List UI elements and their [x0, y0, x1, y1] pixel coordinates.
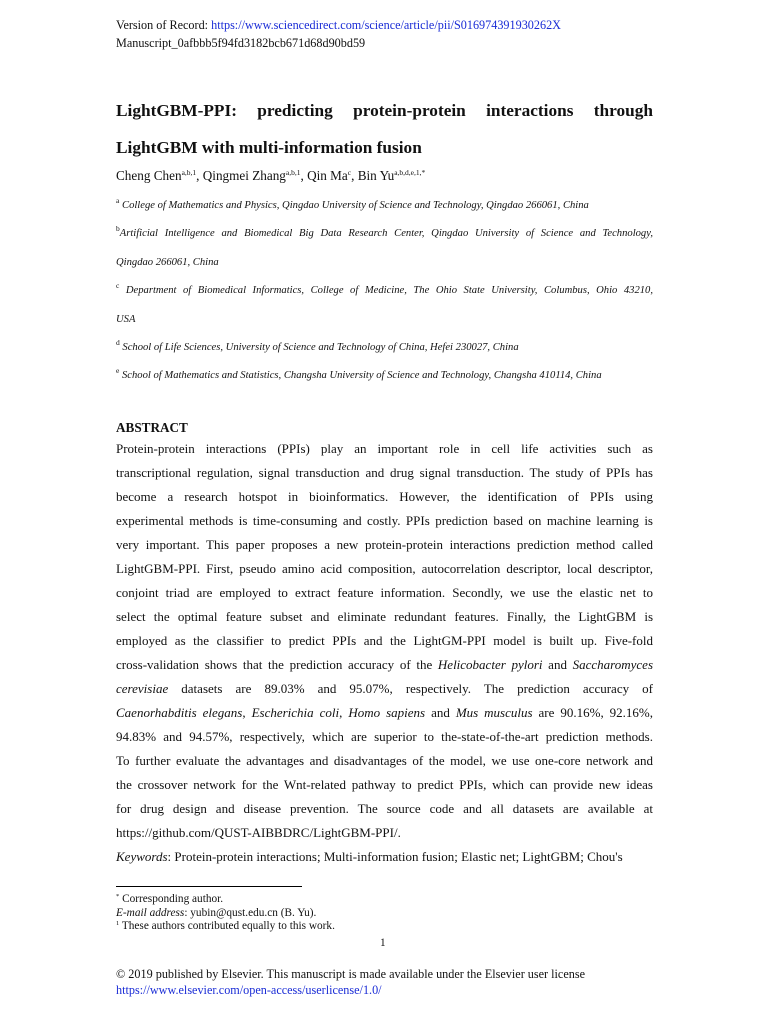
species-name: Helicobacter pylori	[437, 657, 543, 672]
license-footer	[116, 966, 585, 998]
affiliation-text: College of Mathematics and Physics, Qingdao University of Science and Technology, Qingdao 266061, China	[122, 200, 589, 211]
species-name: Homo sapiens	[348, 705, 426, 720]
abstract-heading: ABSTRACT	[116, 420, 188, 435]
author-separator: ,	[351, 168, 358, 183]
abstract-line	[116, 653, 653, 677]
affiliation-b	[116, 220, 653, 277]
text-run: ,	[339, 705, 349, 720]
abstract-line: for drug design and disease prevention. The source code and all datasets are available at	[116, 801, 653, 816]
footnote-mark: 1	[116, 920, 120, 927]
equal-contribution-note	[116, 920, 335, 934]
abstract-line: transcriptional regulation, signal transduction and drug signal transduction. The study of PPIs has	[116, 465, 653, 480]
text-run: are 90.16%, 92.16%,	[532, 705, 653, 720]
license-link[interactable]: https://www.elsevier.com/open-access/userlicense/1.0/	[116, 983, 382, 997]
author-separator: ,	[196, 168, 203, 183]
manuscript-id: Manuscript_0afbbb5f94fd3182bcb671d68d90bd59	[116, 36, 366, 50]
keywords-label: Keywords	[116, 849, 168, 864]
abstract-line: To further evaluate the advantages and disadvantages of the model, we use one-core network and	[116, 753, 653, 768]
abstract-line: very important. This paper proposes a new protein-protein interactions prediction method called	[116, 537, 653, 552]
footnote-text: Corresponding author.	[119, 893, 224, 905]
footnote-text: These authors contributed equally to this work.	[119, 920, 335, 932]
paper-title	[116, 92, 653, 166]
affiliation-text-continued: Qingdao 266061, China	[116, 256, 219, 268]
species-name: Saccharomyces	[572, 657, 653, 672]
affiliation-text-continued: USA	[116, 313, 136, 325]
footnote-mark: *	[116, 893, 120, 900]
version-of-record-link[interactable]: https://www.sciencedirect.com/science/article/pii/S016974391930262X	[211, 18, 561, 32]
affiliation-text: Artificial Intelligence and Biomedical Big Data Research Center, Qingdao University of Science and Technology,	[119, 228, 653, 239]
email-text: : yubin@qust.edu.cn (B. Yu).	[184, 906, 317, 919]
species-name: Mus musculus	[455, 705, 533, 720]
abstract-line	[116, 677, 653, 701]
version-label: Version of Record:	[116, 18, 212, 32]
text-run: datasets are 89.03% and 95.07%, respectively. The prediction accuracy of	[168, 681, 653, 696]
species-name: Caenorhabditis elegans	[116, 705, 243, 720]
page-number: 1	[380, 937, 386, 949]
affiliation-mark: d	[116, 338, 120, 347]
author-affiliation-marks: a,b,1	[181, 168, 197, 177]
species-name: Escherichia coli	[251, 705, 340, 720]
affiliation-mark: c	[116, 281, 120, 290]
document-header	[116, 16, 561, 52]
footnotes	[116, 893, 335, 934]
author-name: Cheng Chen	[116, 168, 182, 183]
source-code-url: https://github.com/QUST-AIBBDRC/LightGBM-PPI/.	[116, 825, 401, 840]
affiliation-a	[116, 192, 653, 221]
affiliation-text: Department of Biomedical Informatics, College of Medicine, The Ohio State University, Columbus, Ohio 43210,	[125, 285, 653, 296]
affiliation-mark: b	[116, 224, 120, 233]
affiliation-c	[116, 277, 653, 334]
affiliation-d	[116, 334, 653, 363]
abstract-body	[116, 437, 653, 869]
author-affiliation-marks: a,b,d,e,1,*	[394, 168, 426, 177]
author-list	[116, 168, 425, 184]
affiliation-line	[116, 220, 653, 249]
affiliation-mark: a	[116, 196, 120, 205]
email-label: E-mail address	[116, 906, 185, 919]
text-run: and	[542, 657, 573, 672]
footnote-divider	[116, 886, 302, 887]
abstract-line: the crossover network for the Wnt-related pathway to predict PPIs, which can provide new ideas	[116, 777, 653, 792]
affiliation-text: School of Life Sciences, University of Science and Technology of China, Hefei 230027, China	[122, 342, 519, 353]
species-name: cerevisiae	[116, 681, 169, 696]
abstract-line: Protein-protein interactions (PPIs) play an important role in cell life activities such as	[116, 441, 653, 456]
abstract-line: employed as the classifier to predict PPIs and the LightGM-PPI model is built up. Five-fold	[116, 633, 653, 648]
affiliation-mark: e	[116, 366, 120, 375]
abstract-line: experimental methods is time-consuming and costly. PPIs prediction based on machine learning is	[116, 513, 653, 528]
keywords-text: : Protein-protein interactions; Multi-information fusion; Elastic net; LightGBM; Chou's	[167, 849, 623, 864]
author-name: Qin Ma	[307, 168, 348, 183]
abstract-line: conjoint triad are employed to extract feature information. Secondly, we use the elastic net to	[116, 585, 653, 600]
text-run: ,	[242, 705, 252, 720]
title-line-2: LightGBM with multi-information fusion	[116, 138, 422, 157]
email-note	[116, 907, 335, 921]
author-name: Bin Yu	[357, 168, 395, 183]
author-name: Qingmei Zhang	[202, 168, 286, 183]
abstract-line: LightGBM-PPI. First, pseudo amino acid composition, autocorrelation descriptor, local descriptor,	[116, 561, 653, 576]
affiliation-text: School of Mathematics and Statistics, Changsha University of Science and Technology, Changsha 410114, China	[122, 370, 602, 381]
keywords-line	[116, 845, 653, 869]
author-affiliation-marks: a,b,1	[285, 168, 301, 177]
abstract-line	[116, 701, 653, 725]
affiliation-e	[116, 362, 653, 391]
author-affiliation-marks: c	[347, 168, 352, 177]
corresponding-author-note	[116, 893, 335, 907]
author-separator: ,	[300, 168, 308, 183]
text-run: cross-validation shows that the prediction accuracy of the	[116, 657, 438, 672]
title-line-1: LightGBM-PPI: predicting protein-protein interactions through	[116, 101, 653, 120]
abstract-line: become a research hotspot in bioinformatics. However, the identification of PPIs using	[116, 489, 653, 504]
license-text: © 2019 published by Elsevier. This manuscript is made available under the Elsevier user license	[116, 967, 585, 981]
affiliation-line	[116, 277, 653, 306]
abstract-line: 94.83% and 94.57%, respectively, which are superior to the-state-of-the-art prediction methods.	[116, 729, 653, 744]
abstract-line: select the optimal feature subset and eliminate redundant features. Finally, the LightGBM is	[116, 609, 653, 624]
text-run: and	[425, 705, 456, 720]
